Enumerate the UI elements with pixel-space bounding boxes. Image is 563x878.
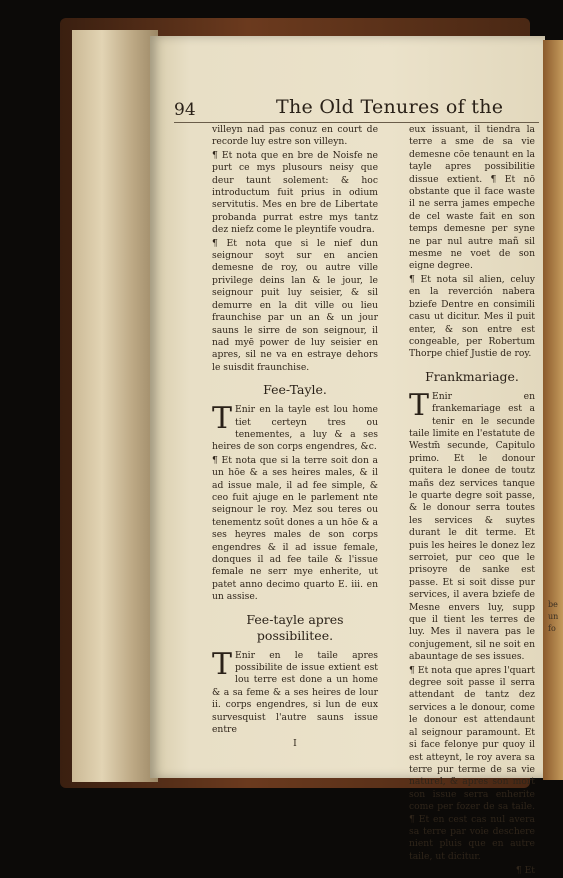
right-column	[409, 124, 535, 878]
drop-cap: T	[212, 646, 233, 682]
paragraph: ¶ Et nota que si la terre soit don a un hōe & a ses heires males, & il ad issue male, il ad fee simple, & ceo fuit ajuge en le parlement nte seignour le roy. Mez sou teres ou tenementz soūt dones a un hōe & a ses heyres males de son corps engendres & il ad issue female, donques il ad fee taile & l'issue female ne serr mye enherite, ut patet anno decimo quarto E. iii. en un assise.	[212, 454, 378, 603]
paragraph: ¶ Et nota sil alien, celuy en la reverción nabera bziefe Dentre en consimili casu ut dicitur. Mes il puit enter, & son entre est congeable, per Robertum Thorpe chief Justie de roy.	[409, 273, 535, 360]
catchword: ¶ Et	[515, 865, 535, 877]
header-rule	[174, 122, 539, 123]
drop-cap: T	[212, 401, 233, 437]
left-column	[212, 124, 378, 751]
section-heading: Frankmariage.	[425, 368, 519, 384]
drop-cap: T	[409, 387, 430, 423]
signature-mark: I	[293, 738, 297, 750]
paragraph: T Enir en la tayle est lou home tiet certeyn tres ou tenementes, a luy & a ses heires de son corps engendres, &c.	[212, 401, 378, 453]
paragraph: eux issuant, il tiendra la terre a sme de sa vie demesne cōe tenaunt en la tayle apres possibilitie dissue extient. ¶ Et nō obstante que il face waste il ne serra james empeche de cel waste fait en son temps demesne per syne ne par nul autre mañ sil mesme ne voet de son eigne degree.	[409, 124, 535, 272]
paragraph: T Enir en frankemariage est a tenir en le secunde taile limite en l'estatute de Westm̄ secunde, Capitulo primo. Et le donour quitera le donee de toutz mañs dez services tanque le quarte degre soit passe, & le donour serra toutes les services & suytes durant le dit terme. Et puis les heires le donez lez serroiet, pur ceo que le prisoyre de sanke est passe. Et si soit disse pur services, il avera bziefe de Mesne envers luy, supp que il tient les terres de luy. Mes il navera pas le conjugement, sil ne soit en abauntage de ses issues.	[409, 387, 535, 663]
page-number: 94	[174, 100, 196, 120]
paragraph: ¶ Et nota que si le nief dun seignour soyt sur en ancien demesne de roy, ou autre ville privilege deins lan & le jour, le seignour puit luy seisier, & sil demurre en la dit ville ou lieu fraunchise par un an & un jour sauns le sirre de son seignour, il nad myē power de luy seisier en apres, sil ne va en estraye dehors le suisdit fraunchise.	[212, 237, 378, 373]
paragraph: T Enir en le taile apres possibilite de issue extient est lou terre est done a un home & a sa feme & a ses heires de lour ii. corps engendres, si lun de eux survesquist l'autre sauns issue entre	[212, 646, 378, 736]
running-title: The Old Tenures of the	[276, 96, 504, 118]
paragraph: ¶ Et nota que en bre de Noisfe ne purt ce mys plusours neisy que deur taunt solement: & hoc introductum fuit prius in odium servitutis. Mes en bre de Libertate probanda purrat estre mys tantz dez niefz come le pleyntife voudra.	[212, 149, 378, 236]
section-heading: Fee-tayle apres possibilitee.	[246, 611, 344, 643]
margin-fragment: fo	[548, 624, 556, 633]
section-heading: Fee-Tayle.	[263, 382, 327, 398]
page-block-edge	[72, 30, 158, 782]
facing-page-edge	[543, 40, 563, 780]
margin-fragment: be	[548, 600, 558, 609]
margin-fragment: un	[548, 612, 559, 621]
paragraph: ¶ Et nota que apres l'quart degree soit passe il serra attendant de tantz dez services a le donour, come le donour est attendaunt al seignour paramount. Et si face felonye pur quoy il est atteynt, le roy avera sa terre pur terme de sa vie naturel, & apres son mort son issue serra enherite come per fozer de sa taile. ¶ Et en cest cas nul avera sa terre par voie deschere nient pluis que en autre taile, ut dicitur.	[409, 664, 535, 862]
paragraph: villeyn nad pas conuz en court de recorde luy estre son villeyn.	[212, 124, 378, 148]
